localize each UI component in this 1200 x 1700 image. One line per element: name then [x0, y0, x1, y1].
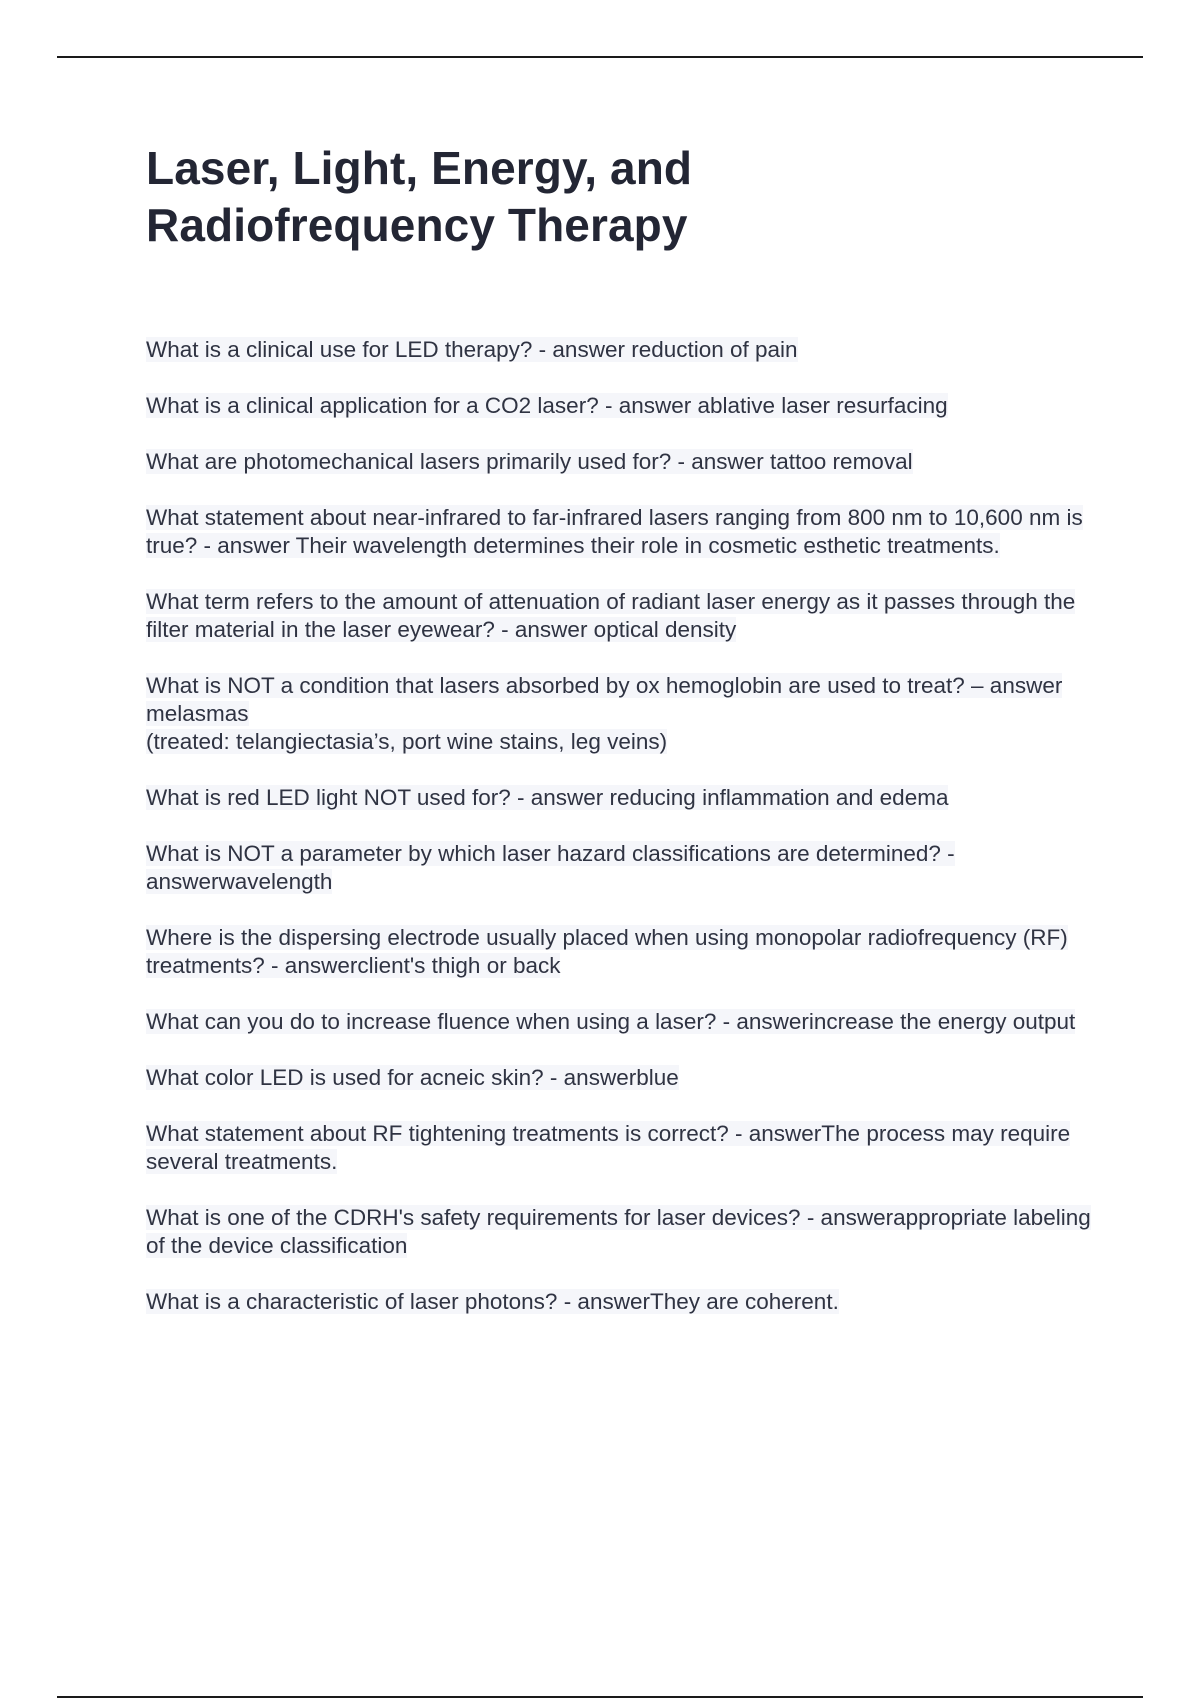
qa-item	[146, 1064, 1096, 1092]
qa-item	[146, 588, 1096, 644]
qa-item	[146, 1008, 1096, 1036]
qa-text: What color LED is used for acneic skin? - answerblue	[146, 1065, 679, 1090]
qa-text: Where is the dispersing electrode usually placed when using monopolar radiofrequency (RF) treatments? - answerclient's thigh or back	[146, 925, 1068, 978]
qa-item	[146, 448, 1096, 476]
qa-text: What statement about RF tightening treatments is correct? - answerThe process may require several treatments.	[146, 1121, 1071, 1174]
qa-text: What is NOT a condition that lasers absorbed by ox hemoglobin are used to treat? – answer melasmas	[146, 673, 1063, 726]
qa-item	[146, 1120, 1096, 1176]
qa-item	[146, 504, 1096, 560]
qa-text: What are photomechanical lasers primarily used for? - answer tattoo removal	[146, 449, 913, 474]
qa-item	[146, 336, 1096, 364]
qa-text: What is a characteristic of laser photons? - answerThey are coherent.	[146, 1289, 839, 1314]
title-line-2: Radiofrequency Therapy	[146, 199, 688, 251]
document-body	[146, 140, 1096, 1344]
qa-item	[146, 924, 1096, 980]
qa-list	[146, 336, 1096, 1316]
document-title	[146, 140, 1096, 254]
qa-text: What is one of the CDRH's safety requirements for laser devices? - answerappropriate labeling of the device classification	[146, 1205, 1091, 1258]
title-line-1: Laser, Light, Energy, and	[146, 142, 693, 194]
qa-text: What is a clinical application for a CO2 laser? - answer ablative laser resurfacing	[146, 393, 948, 418]
qa-text: What is NOT a parameter by which laser hazard classifications are determined? - answerwavelength	[146, 841, 955, 894]
qa-item	[146, 1288, 1096, 1316]
qa-item	[146, 784, 1096, 812]
qa-item	[146, 840, 1096, 896]
qa-text: What is red LED light NOT used for? - answer reducing inflammation and edema	[146, 785, 949, 810]
top-rule	[57, 56, 1143, 58]
qa-note	[146, 728, 1096, 756]
bottom-rule	[57, 1696, 1143, 1698]
qa-item	[146, 1204, 1096, 1260]
qa-text: What can you do to increase fluence when using a laser? - answerincrease the energy output	[146, 1009, 1076, 1034]
qa-item	[146, 392, 1096, 420]
qa-item	[146, 672, 1096, 756]
qa-text: What statement about near-infrared to far-infrared lasers ranging from 800 nm to 10,600 nm is true? - answer Their wavelength determines their role in cosmetic esthetic treatments.	[146, 505, 1083, 558]
qa-text: What is a clinical use for LED therapy? - answer reduction of pain	[146, 337, 798, 362]
qa-text: What term refers to the amount of attenuation of radiant laser energy as it passes through the filter material in the laser eyewear? - answer optical density	[146, 589, 1076, 642]
qa-note-text: (treated: telangiectasia’s, port wine stains, leg veins)	[146, 729, 668, 754]
